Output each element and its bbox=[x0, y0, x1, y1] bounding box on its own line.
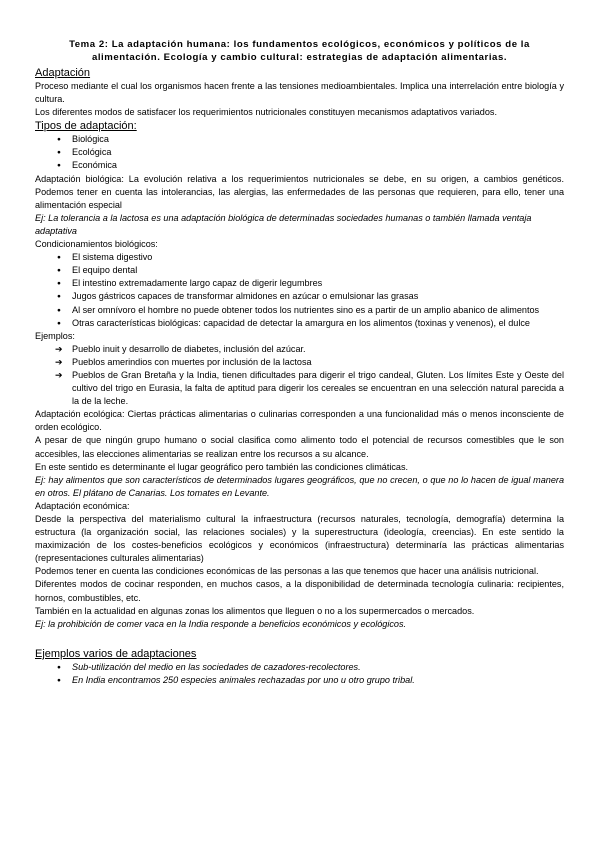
paragraph: Proceso mediante el cual los organismos hacen frente a las tensiones medioambientales. Implica una interrelación entre biología y cultura. bbox=[35, 81, 564, 105]
list-item: ● El equipo dental bbox=[35, 264, 564, 277]
paragraph: Adaptación ecológica: Ciertas prácticas alimentarias o culinarias corresponden a una funcionalidad más o menos inconsciente de orden ecológico. bbox=[35, 409, 564, 433]
list-item: ● Sub-utilización del medio en las sociedades de cazadores-recolectores. bbox=[35, 661, 564, 674]
list-item: ➔ Pueblos amerindios con muertes por inclusión de la lactosa bbox=[35, 356, 564, 369]
tipos-list bbox=[35, 133, 564, 172]
paragraph: A pesar de que ningún grupo humano o social clasifica como alimento todo el potencial de recursos comestibles que le son accesibles, las elecciones alimentarias se realizan entre los recursos a su alcance. bbox=[35, 435, 564, 459]
condicionamientos-list bbox=[35, 251, 564, 330]
list-item: ● Ecológica bbox=[35, 146, 564, 159]
example-text: Ej: La tolerancia a la lactosa es una adaptación biológica de determinadas sociedades humanas o también llamada ventaja adaptativa bbox=[35, 212, 532, 236]
heading-ejemplos-varios: Ejemplos varios de adaptaciones bbox=[35, 647, 197, 660]
paragraph: Desde la perspectiva del materialismo cultural la infraestructura (recursos naturales, tecnología, demografía) determina la estructura (la organización social, las relaciones sociales) y la superestructura (ideología, creencias). En este sentido la maximización de los costes-beneficios ecológicos y económicos (infraestructura) determinaría las prácticas alimentarias (representaciones culturales alimentarias) bbox=[35, 514, 564, 564]
economica-label: Adaptación económica: bbox=[35, 500, 130, 511]
list-item: ➔ Pueblos de Gran Bretaña y la India, tienen dificultades para digerir el trigo candeal, Gluten. Los límites Este y Oeste del cultivo del trigo en Eurasia, la falta de aptitud para digerir los cereales se encuentran en una selección natural parecida a la de la leche. bbox=[35, 369, 564, 408]
list-item: ● Jugos gástricos capaces de transformar almidones en azúcar o emulsionar las grasas bbox=[35, 290, 564, 303]
paragraph: Diferentes modos de cocinar responden, en muchos casos, a la disponibilidad de determinada tecnología culinaria: recipientes, hornos, combustibles, etc. bbox=[35, 579, 564, 603]
varios-list bbox=[35, 661, 564, 687]
ejemplos-label: Ejemplos: bbox=[35, 330, 75, 341]
list-item: ● Biológica bbox=[35, 133, 564, 146]
list-item: ● Al ser omnívoro el hombre no puede obtener todos los nutrientes sino es a partir de un amplio abanico de alimentos bbox=[35, 304, 564, 317]
paragraph: También en la actualidad en algunas zonas los alimentos que lleguen o no a los supermercados o mercados. bbox=[35, 605, 475, 616]
condicionamientos-label: Condicionamientos biológicos: bbox=[35, 239, 158, 250]
page-title: Tema 2: La adaptación humana: los fundamentos ecológicos, económicos y políticos de la alimentación. Ecología y cambio cultural: estrategias de adaptación alimentarias. bbox=[69, 39, 530, 63]
paragraph: Adaptación biológica: La evolución relativa a los requerimientos nutricionales se debe, en su origen, a cambios genéticos. Podemos tener en cuenta las intolerancias, las alergias, las enfermedades de las personas que requieren, para ello, tener una alimentación especial bbox=[35, 173, 564, 210]
example-text: Ej: la prohibición de comer vaca en la India responde a beneficios económicos y ecológicos. bbox=[35, 618, 407, 629]
paragraph: En este sentido es determinante el lugar geográfico pero también las condiciones climáticas. bbox=[35, 461, 409, 472]
example-text: Ej: hay alimentos que son característicos de determinados lugares geográficos, que no crecen, o que no lo hacen de igual manera en otros. El plátano de Canarias. Los tomates en Levante. bbox=[35, 474, 564, 498]
list-item: ● El sistema digestivo bbox=[35, 251, 564, 264]
list-item: ➔ Pueblo inuit y desarrollo de diabetes, inclusión del azúcar. bbox=[35, 343, 564, 356]
paragraph: Podemos tener en cuenta las condiciones económicas de las personas a las que tenemos que hacer una análisis nutricional. bbox=[35, 566, 539, 577]
ejemplos-list bbox=[35, 343, 564, 408]
heading-tipos: Tipos de adaptación: bbox=[35, 120, 137, 133]
list-item: ● El intestino extremadamente largo capaz de digerir legumbres bbox=[35, 277, 564, 290]
heading-adaptacion: Adaptación bbox=[35, 67, 91, 79]
list-item: ● Económica bbox=[35, 159, 564, 172]
list-item: ● En India encontramos 250 especies animales rechazadas por uno u otro grupo tribal. bbox=[35, 674, 564, 687]
list-item: ● Otras características biológicas: capacidad de detectar la amargura en los alimentos (toxinas y venenos), el dulce bbox=[35, 317, 564, 330]
paragraph: Los diferentes modos de satisfacer los requerimientos nutricionales constituyen mecanismos adaptativos variados. bbox=[35, 107, 497, 118]
